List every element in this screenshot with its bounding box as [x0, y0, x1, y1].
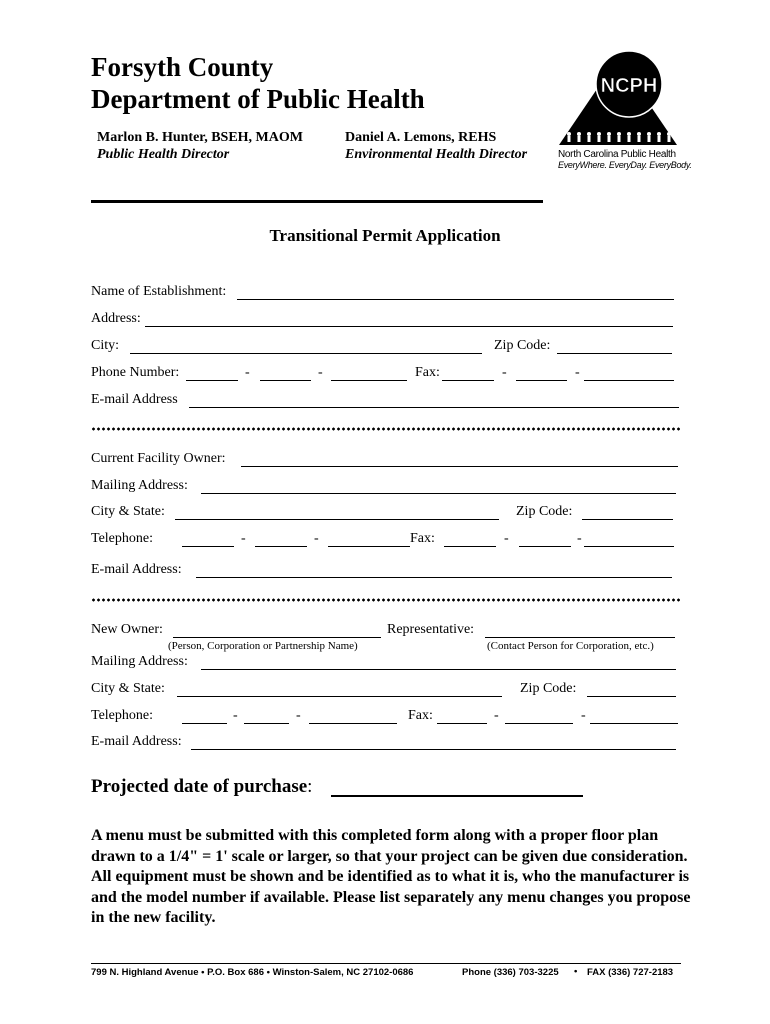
header-rule: [91, 200, 543, 203]
fax-label: Fax:: [415, 365, 440, 380]
new-fax-line-field[interactable]: [590, 723, 678, 724]
zip-label: Zip Code:: [494, 338, 551, 353]
new-mailing-field[interactable]: [201, 669, 676, 670]
phone-prefix-field[interactable]: [260, 380, 311, 381]
new-owner-label: New Owner:: [91, 622, 163, 637]
new-telephone-label: Telephone:: [91, 708, 153, 723]
new-phone-area-field[interactable]: [182, 723, 227, 724]
current-mailing-label: Mailing Address:: [91, 478, 188, 493]
fax-line-field[interactable]: [584, 380, 674, 381]
current-mailing-field[interactable]: [201, 493, 676, 494]
new-fax-area-field[interactable]: [437, 723, 487, 724]
footer-phone: Phone (336) 703-3225: [462, 967, 559, 978]
new-email-label: E-mail Address:: [91, 734, 182, 749]
current-fax-prefix-field[interactable]: [519, 546, 571, 547]
current-fax-label: Fax:: [410, 531, 435, 546]
footer-address: 799 N. Highland Avenue • P.O. Box 686 • Winston-Salem, NC 27102-0686: [91, 967, 414, 978]
city-field[interactable]: [130, 353, 482, 354]
new-fax-label: Fax:: [408, 708, 433, 723]
current-owner-label: Current Facility Owner:: [91, 451, 226, 466]
purchase-date-row: Projected date of purchase:: [91, 776, 313, 797]
new-owner-field[interactable]: [173, 637, 381, 638]
section-divider: [91, 598, 681, 602]
address-label: Address:: [91, 311, 141, 326]
fax-prefix-field[interactable]: [516, 380, 567, 381]
purchase-date-label: Projected date of purchase: [91, 776, 308, 797]
zip-field[interactable]: [557, 353, 672, 354]
current-city-state-field[interactable]: [175, 519, 499, 520]
logo-tagline: EveryWhere. EveryDay. EveryBody.: [558, 160, 692, 170]
current-zip-field[interactable]: [582, 519, 673, 520]
new-zip-field[interactable]: [587, 696, 676, 697]
email-label: E-mail Address: [91, 392, 178, 407]
department-title: Department of Public Health: [91, 84, 425, 114]
form-heading: Transitional Permit Application: [269, 226, 501, 245]
new-owner-hint: (Person, Corporation or Partnership Name): [168, 640, 358, 652]
new-phone-line-field[interactable]: [309, 723, 397, 724]
fax-area-field[interactable]: [442, 380, 494, 381]
current-phone-area-field[interactable]: [182, 546, 234, 547]
county-title: Forsyth County: [91, 52, 274, 82]
representative-hint: (Contact Person for Corporation, etc.): [487, 640, 654, 652]
current-email-field[interactable]: [196, 577, 672, 578]
section-divider: [91, 427, 681, 431]
city-label: City:: [91, 338, 120, 353]
new-city-state-field[interactable]: [177, 696, 502, 697]
phone-area-field[interactable]: [186, 380, 238, 381]
new-mailing-label: Mailing Address:: [91, 654, 188, 669]
current-owner-field[interactable]: [241, 466, 678, 467]
env-director-name: Daniel A. Lemons, REHS: [345, 130, 497, 145]
footer-fax: FAX (336) 727-2183: [587, 967, 674, 978]
phone-line-field[interactable]: [331, 380, 407, 381]
current-fax-line-field[interactable]: [584, 546, 674, 547]
footer-bullet: •: [574, 966, 578, 977]
current-zip-label: Zip Code:: [516, 504, 573, 519]
current-phone-prefix-field[interactable]: [255, 546, 307, 547]
director-name: Marlon B. Hunter, BSEH, MAOM: [97, 130, 303, 145]
logo-initials: NCPH: [600, 75, 658, 97]
current-telephone-label: Telephone:: [91, 531, 153, 546]
current-email-label: E-mail Address:: [91, 562, 182, 577]
phone-label: Phone Number:: [91, 365, 180, 380]
new-fax-prefix-field[interactable]: [505, 723, 573, 724]
footer-rule: [91, 963, 681, 964]
new-city-state-label: City & State:: [91, 681, 165, 696]
menu-requirement-note: A menu must be submitted with this completed form along with a proper floor plan drawn to a 1/4" = 1' scale or larger, so that your project can be given due consideration. All equipment must be shown and be identified as to what it is, who the manufacturer is and the model number if available. Please list separately any menu changes you propose in the new facility.: [91, 827, 691, 926]
establishment-name-field[interactable]: [237, 299, 674, 300]
email-field[interactable]: [189, 407, 679, 408]
address-field[interactable]: [145, 326, 673, 327]
current-phone-line-field[interactable]: [328, 546, 410, 547]
representative-label: Representative:: [387, 622, 475, 637]
purchase-date-field[interactable]: [331, 795, 583, 797]
director-role: Public Health Director: [97, 147, 230, 162]
establishment-name-label: Name of Establishment:: [91, 284, 227, 299]
current-fax-area-field[interactable]: [444, 546, 496, 547]
new-phone-prefix-field[interactable]: [244, 723, 289, 724]
representative-field[interactable]: [485, 637, 675, 638]
current-city-state-label: City & State:: [91, 504, 165, 519]
new-email-field[interactable]: [191, 749, 676, 750]
env-director-role: Environmental Health Director: [345, 147, 528, 162]
logo-org-name: North Carolina Public Health: [558, 149, 676, 160]
new-zip-label: Zip Code:: [520, 681, 577, 696]
